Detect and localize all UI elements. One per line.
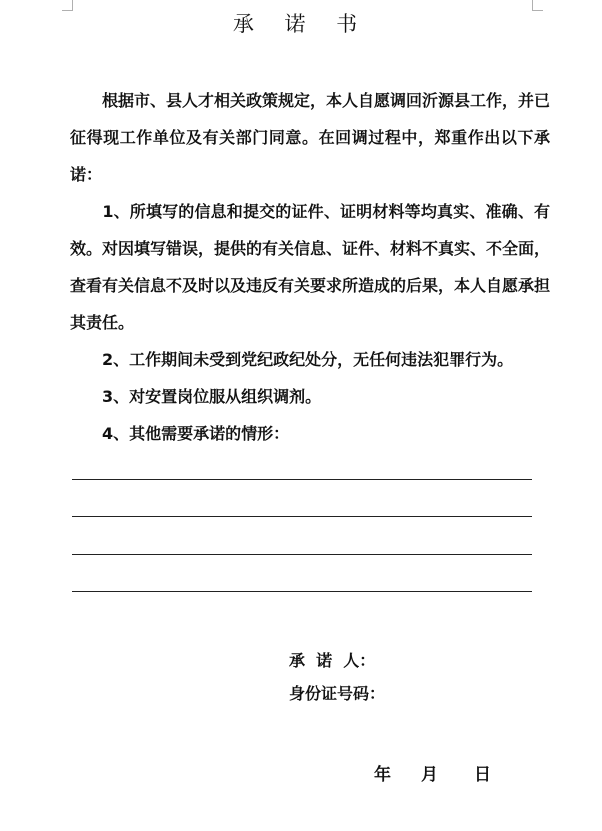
paragraph-text: 3、对安置岗位服从组织调剂。 [70, 387, 322, 406]
paragraph-text: 4、其他需要承诺的情形： [70, 424, 290, 443]
fill-in-line[interactable] [72, 591, 532, 592]
promisor-label: 承 诺 人： [289, 651, 376, 670]
paragraph-item-3 [70, 378, 550, 415]
date-day-label: 日 [474, 765, 491, 785]
fill-in-line[interactable] [72, 479, 532, 480]
date-month-label: 月 [421, 765, 438, 785]
paragraph-item-4 [70, 415, 550, 452]
id-number-label: 身份证号码： [289, 684, 386, 703]
paragraph-text: 1、所填写的信息和提交的证件、证明材料等均真实、准确、有效。对因填写错误，提供的有关信息、证件、材料不真实、不全面，查看有关信息不及时以及违反有关要求所造成的后果，本人自愿承担其责任。 [70, 202, 551, 332]
paragraph-item-2 [70, 341, 550, 378]
fill-in-line[interactable] [72, 516, 532, 517]
paragraph-text: 2、工作期间未受到党纪政纪处分，无任何违法犯罪行为。 [70, 350, 514, 369]
paragraph-item-1 [70, 193, 550, 341]
fill-in-line[interactable] [72, 554, 532, 555]
paragraph-text: 根据市、县人才相关政策规定，本人自愿调回沂源县工作，并已征得现工作单位及有关部门同意。在回调过程中，郑重作出以下承诺： [70, 91, 551, 184]
paragraph-intro [70, 82, 550, 193]
document-title: 承 诺 书 [232, 12, 370, 36]
date-year-label: 年 [374, 765, 391, 785]
